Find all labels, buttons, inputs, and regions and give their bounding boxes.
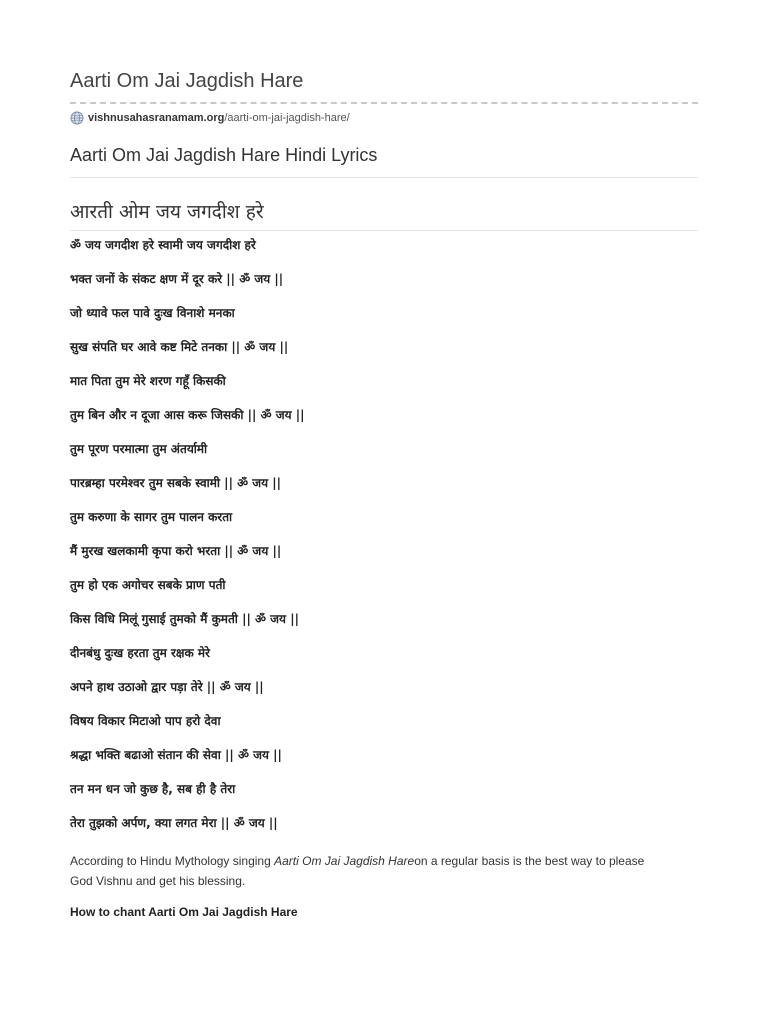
intro-paragraph — [70, 851, 670, 891]
source-path: /aarti-om-jai-jagdish-hare/ — [224, 112, 350, 124]
lyric-line: किस विधि मिलूं गुसाई तुमको मैं कुमती || ॐ जय || — [70, 612, 299, 626]
source-domain: vishnusahasranamam.org — [88, 112, 225, 124]
section-divider — [70, 177, 698, 178]
lyric-line: तुम हो एक अगोचर सबके प्राण पती — [70, 578, 226, 592]
intro-text-after: on a regular basis is the best way to please God Vishnu and get his blessing. — [70, 854, 645, 888]
lyric-line: तेरा तुझको अर्पण, क्या लगत मेरा || ॐ जय || — [70, 816, 278, 830]
howto-heading: How to chant Aarti Om Jai Jagdish Hare — [70, 905, 298, 919]
lyric-line: ॐ जय जगदीश हरे स्वामी जय जगदीश हरे — [70, 238, 256, 252]
title-divider — [70, 102, 698, 104]
intro-text-emphasis: Aarti Om Jai Jagdish Hare — [274, 854, 415, 868]
hindi-heading: आरती ओम जय जगदीश हरे — [70, 201, 264, 223]
lyric-line: अपने हाथ उठाओ द्वार पड़ा तेरे || ॐ जय || — [70, 680, 264, 694]
lyric-line: सुख संपति घर आवे कष्ट मिटे तनका || ॐ जय || — [70, 340, 289, 354]
lyric-line: जो ध्यावे फल पावे दुःख विनाशे मनका — [70, 306, 235, 320]
lyrics-list — [70, 234, 698, 846]
lyric-line: तुम पूरण परमात्मा तुम अंतर्यामी — [70, 442, 208, 456]
globe-icon — [70, 111, 84, 125]
lyric-line: मैं मुरख खलकामी कृपा करो भरता || ॐ जय || — [70, 544, 282, 558]
lyric-line: पारब्रम्हा परमेश्वर तुम सबके स्वामी || ॐ जय || — [70, 476, 282, 490]
section-heading: Aarti Om Jai Jagdish Hare Hindi Lyrics — [70, 145, 378, 165]
page-title: Aarti Om Jai Jagdish Hare — [70, 70, 304, 92]
lyric-line: भक्त जनों के संकट क्षण में दूर करे || ॐ जय || — [70, 272, 284, 286]
lyric-line: मात पिता तुम मेरे शरण गहूँ किसकी — [70, 374, 226, 388]
source-link[interactable] — [70, 110, 350, 126]
lyric-line: श्रद्धा भक्ति बढाओ संतान की सेवा || ॐ जय || — [70, 748, 282, 762]
hindi-heading-divider — [70, 230, 698, 231]
lyric-line: तुम बिन और न दूजा आस करू जिसकी || ॐ जय || — [70, 408, 305, 422]
intro-text-before: According to Hindu Mythology singing — [70, 854, 275, 868]
lyric-line: तन मन धन जो कुछ है, सब ही है तेरा — [70, 782, 236, 796]
lyric-line: दीनबंधु दुःख हरता तुम रक्षक मेरे — [70, 646, 210, 660]
lyric-line: विषय विकार मिटाओ पाप हरो देवा — [70, 714, 221, 728]
lyric-line: तुम करुणा के सागर तुम पालन करता — [70, 510, 233, 524]
